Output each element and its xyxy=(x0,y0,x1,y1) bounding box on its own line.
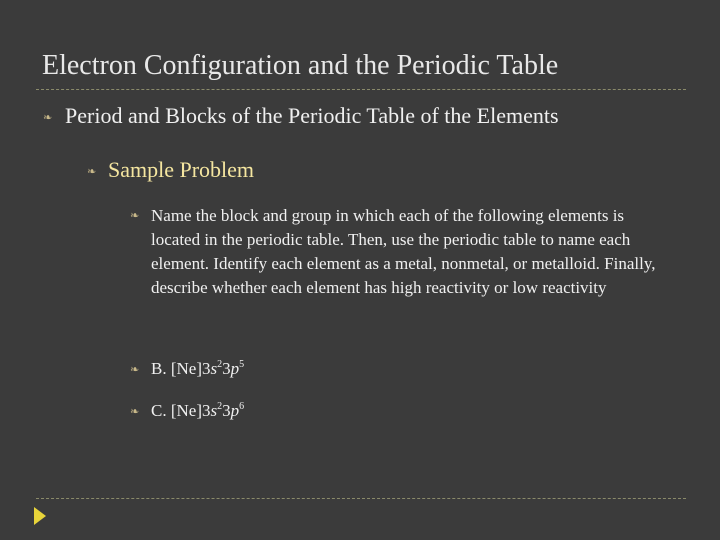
problem-paragraph: Name the block and group in which each of the following elements is located in the periodic table. Then, use the periodic table to name each element. Identify each element as a metal, nonmetal, or metalloid. Finally, describe whether each element has high reactivity or low reactivity xyxy=(151,206,656,297)
item-c-p: p xyxy=(230,401,240,420)
item-c-mid: 3 xyxy=(222,401,231,420)
next-slide-arrow-icon[interactable] xyxy=(34,507,46,525)
item-c-prefix: C. [Ne]3 xyxy=(151,401,211,420)
bullet-icon: ❧ xyxy=(130,363,140,376)
item-b-s: s xyxy=(210,359,218,378)
item-c xyxy=(151,399,244,423)
item-b-p-exp: 5 xyxy=(239,359,245,370)
item-c-s: s xyxy=(210,401,218,420)
bullet-icon: ❧ xyxy=(130,405,140,418)
bullet-icon: ❧ xyxy=(87,165,97,178)
item-c-p-exp: 6 xyxy=(239,401,245,412)
item-b-p: p xyxy=(230,359,240,378)
bullet-icon: ❧ xyxy=(43,111,53,124)
item-b-mid: 3 xyxy=(222,359,231,378)
item-b xyxy=(151,357,244,381)
item-c-s-exp: 2 xyxy=(217,401,223,412)
slide-title: Electron Configuration and the Periodic Table xyxy=(42,50,559,81)
level2-bullet-text: Sample Problem xyxy=(108,157,255,182)
item-b-s-exp: 2 xyxy=(217,359,223,370)
footer-divider xyxy=(36,498,686,499)
item-b-prefix: B. [Ne]3 xyxy=(151,359,211,378)
title-divider xyxy=(36,89,686,90)
bullet-icon: ❧ xyxy=(130,209,140,222)
level1-bullet-text: Period and Blocks of the Periodic Table of the Elements xyxy=(65,103,559,128)
